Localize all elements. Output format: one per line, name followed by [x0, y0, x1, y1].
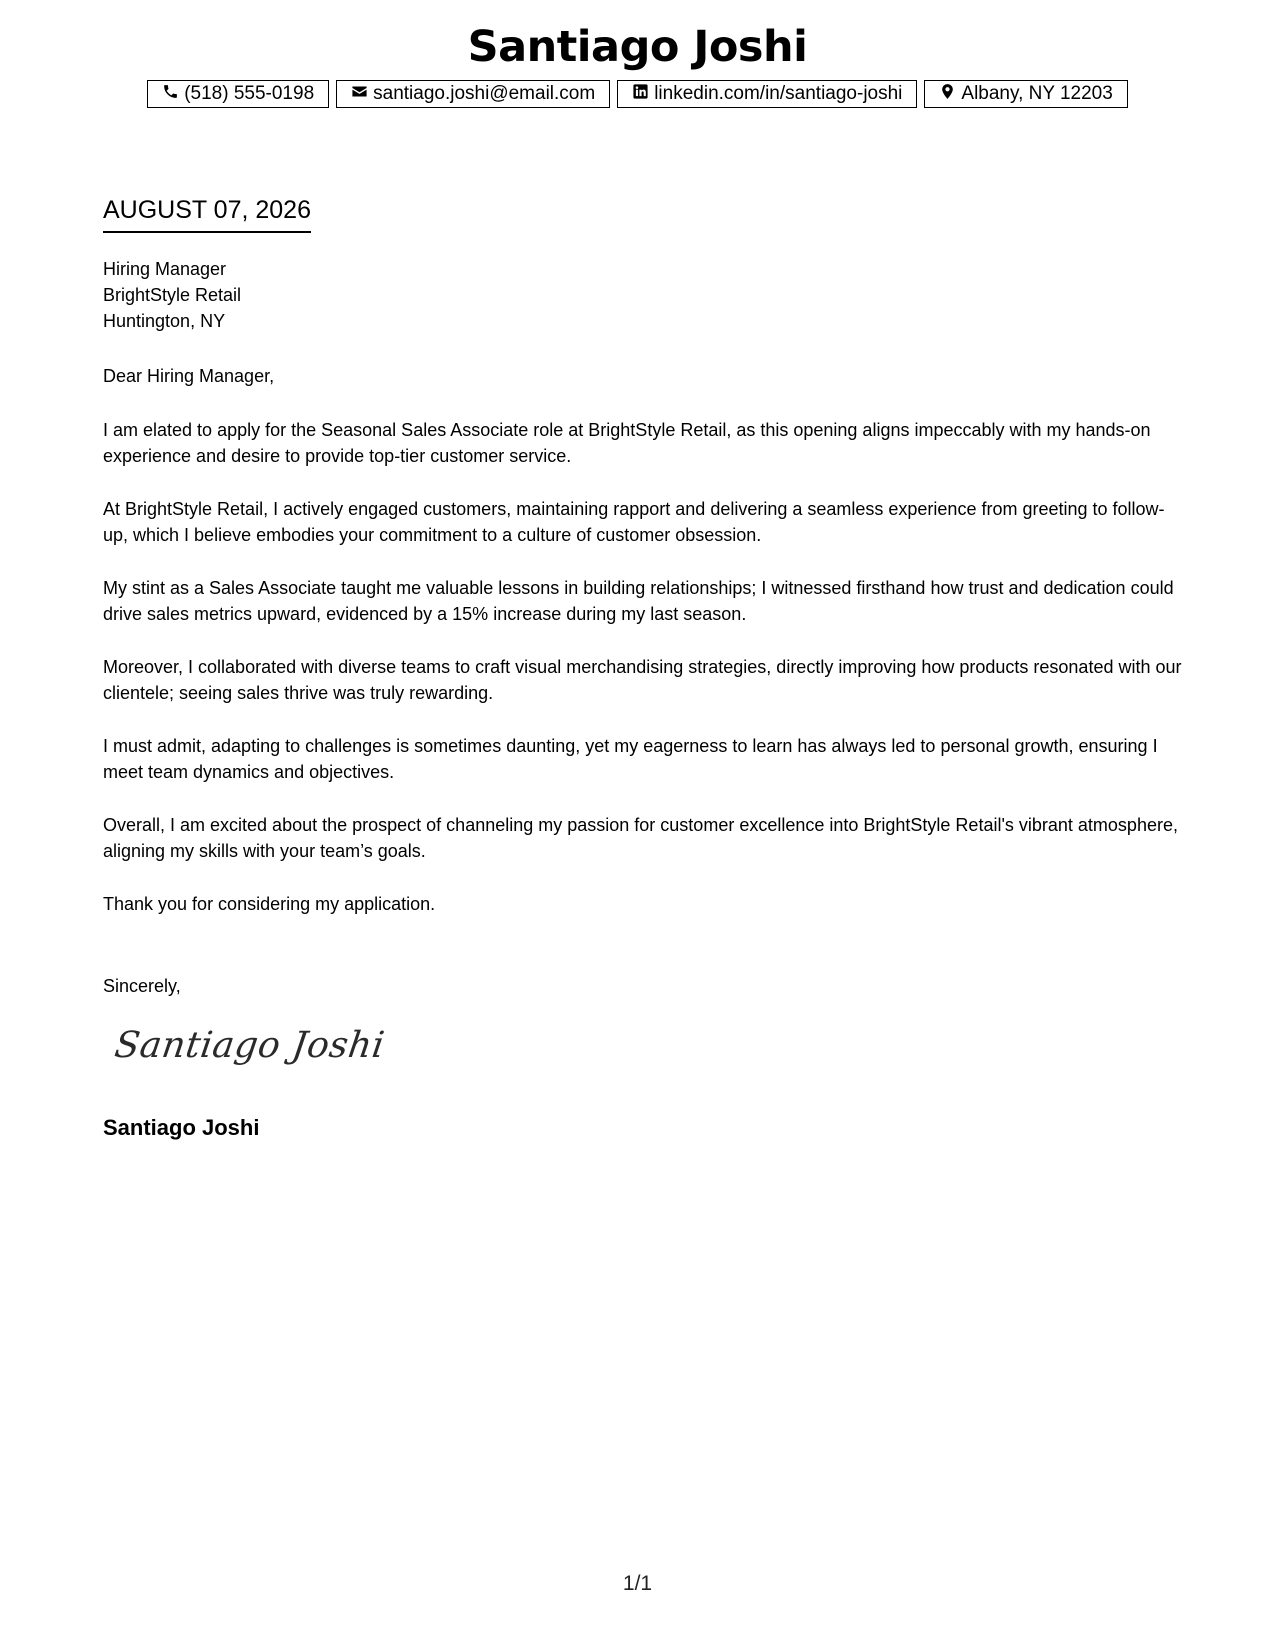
recipient-block	[103, 256, 241, 334]
contact-phone	[147, 80, 329, 108]
email-text: santiago.joshi@email.com	[373, 83, 596, 104]
recipient-location: Huntington, NY	[103, 311, 226, 331]
salutation: Dear Hiring Manager,	[103, 366, 275, 386]
recipient-company: BrightStyle Retail	[103, 285, 242, 305]
linkedin-icon	[632, 83, 649, 106]
letter-body	[103, 363, 1183, 943]
page-number: 1/1	[622, 1572, 653, 1595]
location-text: Albany, NY 12203	[961, 83, 1113, 104]
paragraph-experience: At BrightStyle Retail, I actively engaged customers, maintaining rapport and delivering a seamless experience from greeting to follow-up, which I believe embodies your commitment to a culture of customer obsession.	[103, 498, 1165, 545]
paragraph-intro: I am elated to apply for the Seasonal Sales Associate role at BrightStyle Retail, as this opening aligns impeccably with my hands-on experience and desire to provide top-tier customer service.	[103, 419, 1151, 466]
phone-icon	[162, 83, 179, 106]
contact-linkedin	[617, 80, 917, 108]
paragraph-thanks: Thank you for considering my application.	[103, 893, 436, 914]
signed-name: Santiago Joshi	[103, 1115, 260, 1140]
applicant-name-heading: Santiago Joshi	[467, 22, 808, 72]
letter-date: AUGUST 07, 2026	[103, 195, 311, 233]
closing-line: Sincerely,	[103, 976, 181, 996]
linkedin-text: linkedin.com/in/santiago-joshi	[654, 83, 903, 104]
contact-bar	[0, 80, 1275, 108]
handwritten-signature: Santiago Joshi	[112, 1025, 388, 1066]
envelope-icon	[351, 83, 368, 106]
paragraph-conclusion: Overall, I am excited about the prospect of channeling my passion for customer excellence into BrightStyle Retail's vibrant atmosphere, aligning my skills with your team’s goals.	[103, 814, 1178, 861]
map-pin-icon	[939, 83, 956, 106]
phone-text: (518) 555-0198	[184, 83, 315, 104]
contact-location	[924, 80, 1127, 108]
contact-email	[336, 80, 610, 108]
recipient-title: Hiring Manager	[103, 259, 227, 279]
paragraph-relationships: My stint as a Sales Associate taught me valuable lessons in building relationships; I witnessed firsthand how trust and dedication could drive sales metrics upward, evidenced by a 15% increase during my last season.	[103, 577, 1174, 624]
paragraph-challenges: I must admit, adapting to challenges is sometimes daunting, yet my eagerness to learn has always led to personal growth, ensuring I meet team dynamics and objectives.	[103, 735, 1158, 782]
paragraph-collaboration: Moreover, I collaborated with diverse teams to craft visual merchandising strategies, directly improving how products resonated with our clientele; seeing sales thrive was truly rewarding.	[103, 656, 1182, 703]
